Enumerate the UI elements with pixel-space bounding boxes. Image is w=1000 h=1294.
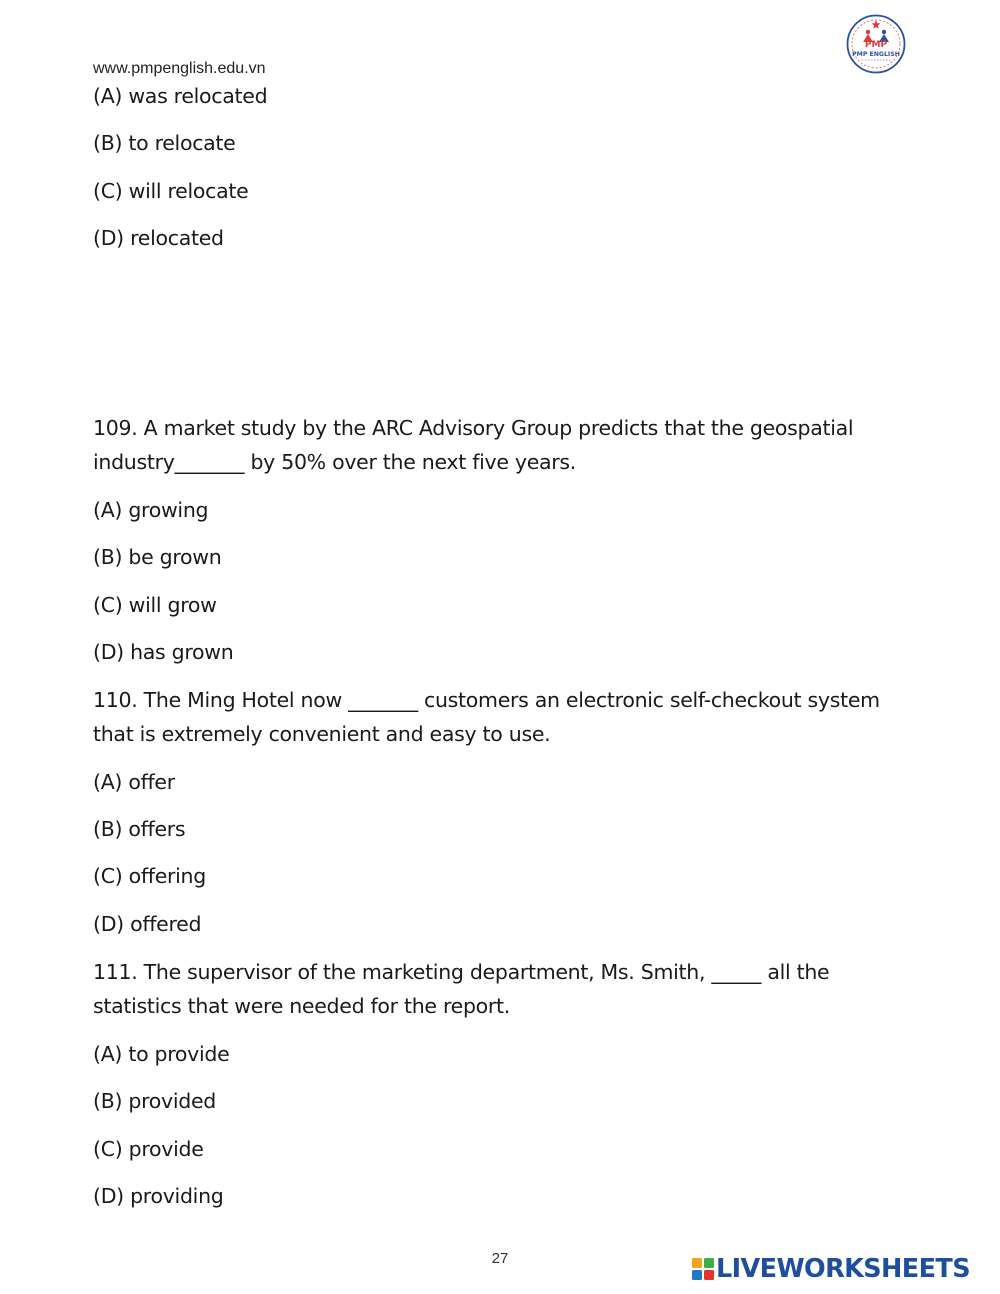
site-url: www.pmpenglish.edu.vn [93, 60, 266, 77]
question-110-stem-line1: 110. The Ming Hotel now _______ customers an electronic self-checkout system [93, 688, 880, 712]
question-110-option-a[interactable]: (A) offer [93, 770, 175, 794]
question-110-stem-line2: that is extremely convenient and easy to use. [93, 722, 551, 746]
question-111-stem-line1: 111. The supervisor of the marketing department, Ms. Smith, _____ all the [93, 960, 830, 984]
page-number: 27 [491, 1250, 509, 1267]
option-carryover-a[interactable]: (A) was relocated [93, 84, 268, 108]
question-110-option-c[interactable]: (C) offering [93, 864, 206, 888]
question-111-option-a[interactable]: (A) to provide [93, 1042, 230, 1066]
pmp-english-logo [846, 14, 906, 74]
logo-monogram: PMP [864, 40, 888, 50]
liveworksheets-wordmark: LIVEWORKSHEETS [716, 1254, 970, 1284]
liveworksheets-brand[interactable] [692, 1254, 970, 1284]
question-111-option-b[interactable]: (B) provided [93, 1089, 216, 1113]
question-109-option-a[interactable]: (A) growing [93, 498, 209, 522]
option-carryover-b[interactable]: (B) to relocate [93, 131, 236, 155]
logo-wordmark: PMP ENGLISH [852, 51, 900, 58]
option-carryover-c[interactable]: (C) will relocate [93, 179, 249, 203]
question-109-option-b[interactable]: (B) be grown [93, 545, 222, 569]
option-carryover-d[interactable]: (D) relocated [93, 226, 224, 250]
question-110-option-b[interactable]: (B) offers [93, 817, 186, 841]
liveworksheets-icon [692, 1258, 714, 1280]
question-109-option-d[interactable]: (D) has grown [93, 640, 234, 664]
question-111-option-d[interactable]: (D) providing [93, 1184, 224, 1208]
question-111-option-c[interactable]: (C) provide [93, 1137, 204, 1161]
question-109-stem-line1: 109. A market study by the ARC Advisory Group predicts that the geospatial [93, 416, 854, 440]
question-111-stem-line2: statistics that were needed for the report. [93, 994, 510, 1018]
question-110-option-d[interactable]: (D) offered [93, 912, 202, 936]
question-109-option-c[interactable]: (C) will grow [93, 593, 217, 617]
question-109-stem-line2: industry_______ by 50% over the next five years. [93, 450, 577, 474]
